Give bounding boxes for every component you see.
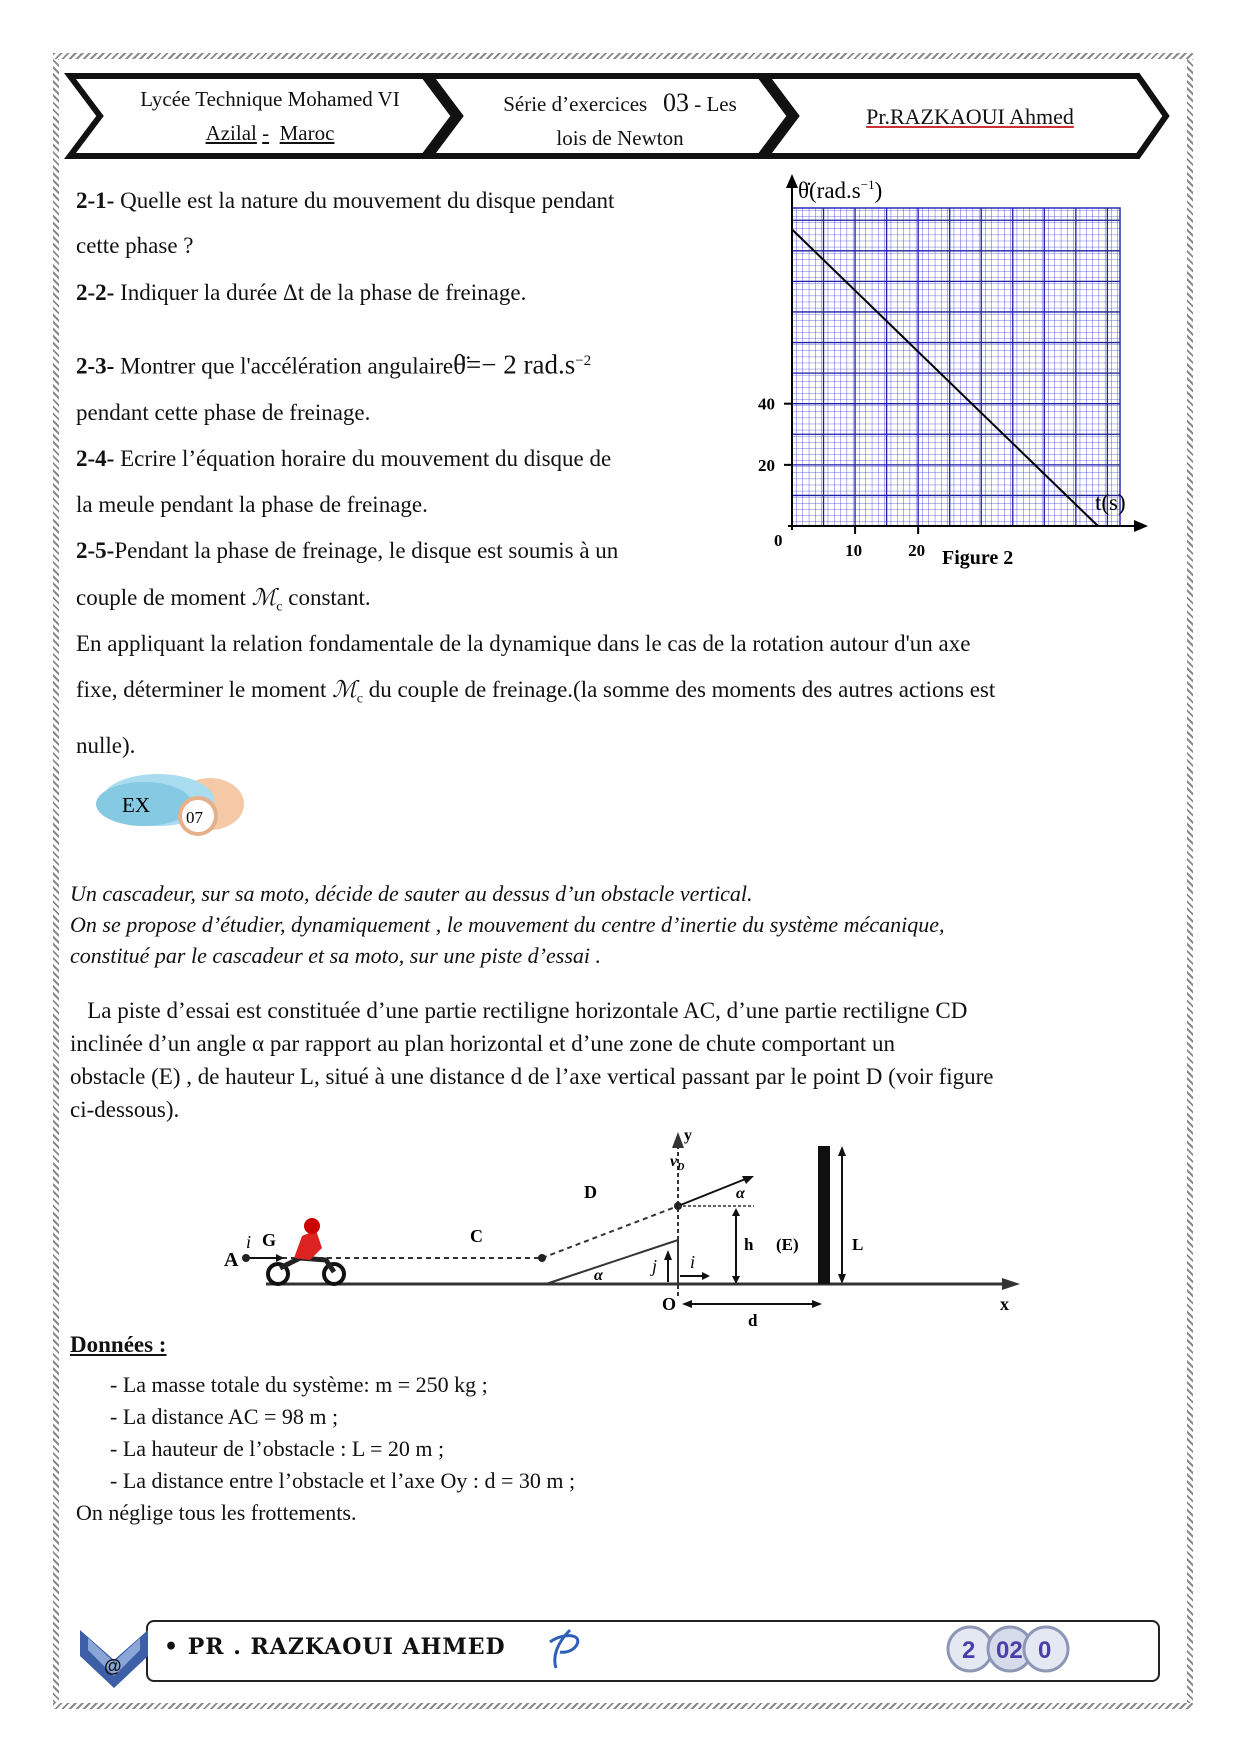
label-O: O — [662, 1294, 677, 1314]
year-badge — [946, 1622, 1086, 1676]
chart-title: Figure 2 — [942, 547, 1014, 569]
school-name: Lycée Technique Mohamed VI Azilal - Maroc — [140, 87, 400, 145]
ex-label: EX — [122, 793, 150, 817]
y-tick-label: 40 — [758, 394, 775, 414]
chart-ylabel: $\thetȧ(rad.s^{-1})$ — [798, 177, 883, 203]
at-icon: @ — [104, 1656, 122, 1676]
obstacle-E — [818, 1146, 830, 1284]
donnee-note: On néglige tous les frottements. — [76, 1500, 357, 1525]
x-axis-arrow — [1002, 1278, 1020, 1290]
exercise-badge — [98, 764, 248, 854]
chart-xlabel: t(s) — [1095, 490, 1126, 515]
label-d: d — [748, 1311, 758, 1330]
question-2-3: 2-3- Montrer que l'accélération angulaireθ̈=− 2 $rad.s^{-2}$ — [76, 349, 592, 380]
serie-title: Série d’exercices 03 - Les lois de Newton — [503, 88, 737, 150]
label-alpha-top: α — [736, 1185, 745, 1202]
ramp — [546, 1240, 678, 1284]
donnee-d: - La distance entre l’obstacle et l’axe Oy : d = 30 m ; — [110, 1468, 576, 1493]
intro-text: Un cascadeur, sur sa moto, décide de sauter au dessus d’un obstacle vertical. On se propose d’étudier, dynamiquement , le mouvement du centre d’inertie du système mécanique, constitué par le cascadeur et sa moto, sur une piste d’essai . — [70, 881, 945, 968]
donnees-title: Données : — [70, 1332, 167, 1357]
question-2-4-cont: la meule pendant la phase de freinage. — [76, 492, 428, 517]
author-name: Pr.RAZKAOUI Ahmed — [866, 104, 1074, 129]
footer-author: • PR . RAZKAOUI AHMED — [164, 1634, 506, 1660]
question-2-5: 2-5-Pendant la phase de freinage, le disque est soumis à un — [76, 538, 619, 563]
label-vD: $v_D$ — [670, 1153, 685, 1173]
year-part-2: 02 — [996, 1637, 1023, 1664]
signature-icon — [540, 1624, 590, 1674]
footer-logo — [76, 1616, 152, 1692]
x-axis-arrow — [1134, 520, 1148, 532]
label-D: D — [584, 1182, 597, 1202]
chart-grid — [792, 208, 1120, 526]
figure-2-chart — [740, 168, 1160, 578]
question-2-5-cont: couple de moment ℳ$_c$ constant. — [76, 585, 371, 615]
motorbike-rider — [268, 1218, 344, 1284]
y-tick-label: 20 — [758, 455, 775, 475]
label-L: L — [852, 1235, 864, 1254]
donnee-mass: - La masse totale du système: m = 250 kg ; — [110, 1372, 488, 1397]
question-2-2: 2-2- Indiquer la durée Δt de la phase de freinage. — [76, 280, 527, 305]
label-i-O: i — [690, 1252, 696, 1272]
question-2-4: 2-4- Ecrire l’équation horaire du mouvement du disque de — [76, 446, 612, 471]
x-tick-label: 10 — [845, 541, 863, 560]
stunt-diagram — [224, 1126, 1030, 1330]
year-part-1: 2 — [962, 1637, 976, 1664]
question-2-1: 2-1- Quelle est la nature du mouvement du disque pendant — [76, 188, 615, 213]
label-A: A — [224, 1249, 239, 1271]
label-alpha-ramp: α — [594, 1267, 603, 1284]
y-axis-arrow — [672, 1132, 684, 1148]
label-G: G — [262, 1230, 277, 1250]
question-2-1-cont: cette phase ? — [76, 233, 194, 258]
label-j: j — [652, 1256, 658, 1276]
label-x: x — [1000, 1294, 1009, 1314]
question-2-3-cont: pendant cette phase de freinage. — [76, 400, 371, 425]
piste-description: La piste d’essai est constituée d’une partie rectiligne horizontale AC, d’une partie rectiligne CD inclinée d’un angle α par rapport au plan horizontal et d’une zone de chute comportant un obstacle (E) , de hauteur L, situé à une distance d de l’axe vertical passant par le point D (voir figure ci-dessous). — [70, 998, 994, 1122]
label-E: (E) — [776, 1235, 799, 1254]
label-y: y — [684, 1127, 692, 1144]
rfd-paragraph: En appliquant la relation fondamentale de la dynamique dans le cas de la rotation autour d'un axe fixe, déterminer le moment ℳ$_c$ du couple de freinage.(la somme des moments des autres actions est nulle). — [76, 631, 996, 758]
x-tick-label: 20 — [908, 541, 926, 560]
ex-number: 07 — [186, 808, 203, 827]
donnee-L: - La hauteur de l’obstacle : L = 20 m ; — [110, 1436, 445, 1461]
path-CD — [542, 1206, 678, 1258]
y-axis-arrow — [786, 174, 798, 188]
donnee-AC: - La distance AC = 98 m ; — [110, 1404, 339, 1429]
year-part-3: 0 — [1038, 1637, 1052, 1664]
label-C: C — [470, 1226, 483, 1246]
chart-origin: 0 — [774, 531, 783, 550]
label-i-vec: i — [246, 1232, 252, 1252]
label-h: h — [744, 1235, 754, 1254]
